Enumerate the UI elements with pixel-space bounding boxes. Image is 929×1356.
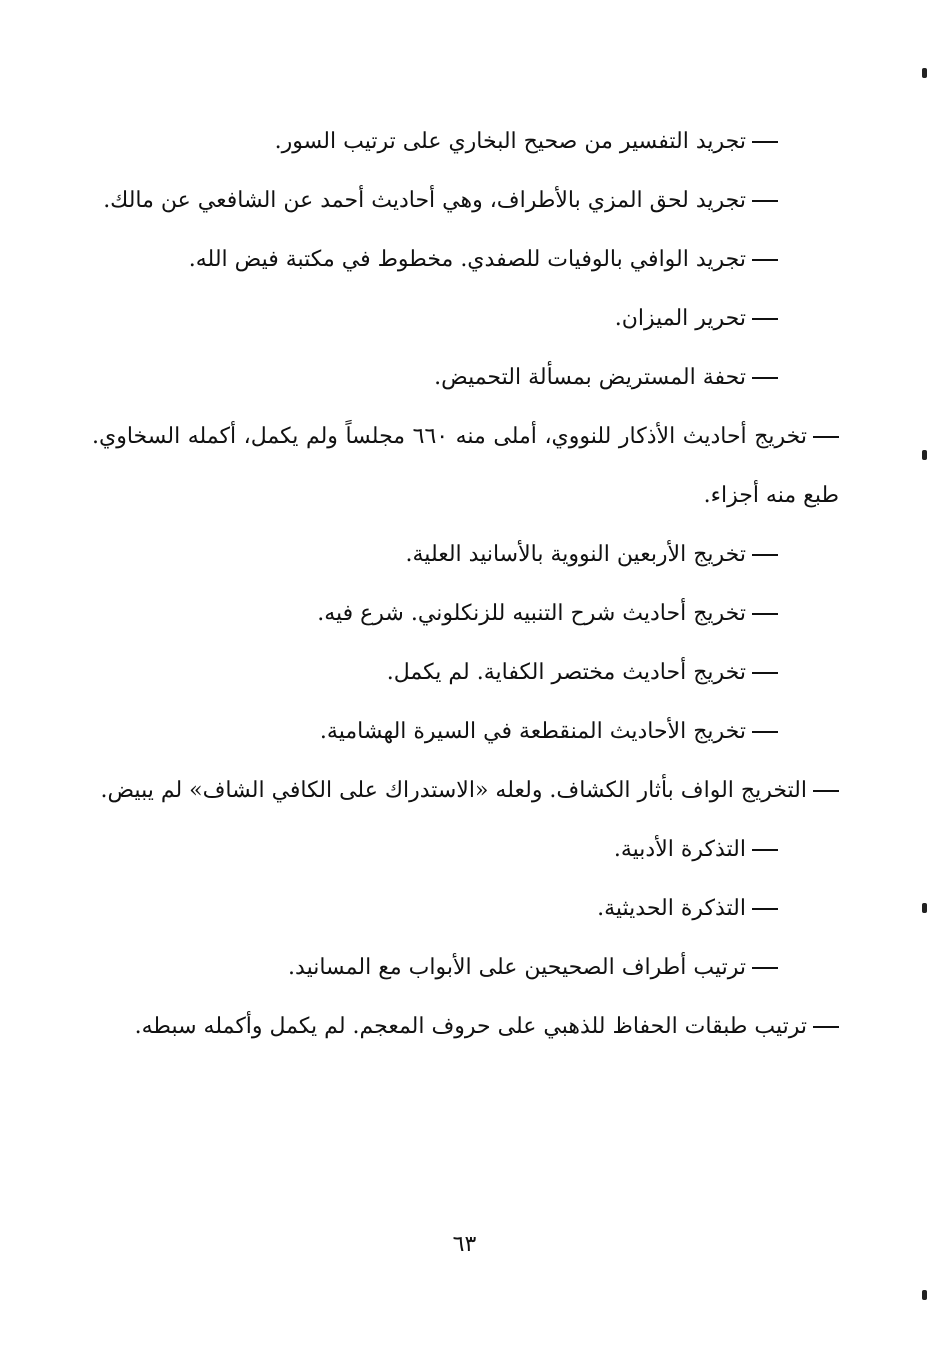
list-item bbox=[0, 879, 929, 938]
entry-text: تخريج أحاديث مختصر الكفاية. لم يكمل. bbox=[386, 660, 746, 685]
entry-text: تحرير الميزان. bbox=[614, 306, 746, 331]
entry-text: تجريد لحق المزي بالأطراف، وهي أحاديث أحمد عن الشافعي عن مالك. bbox=[103, 188, 746, 213]
list-item bbox=[0, 702, 929, 761]
dash-icon bbox=[752, 141, 778, 143]
scan-mark-icon bbox=[922, 450, 927, 460]
list-item bbox=[0, 643, 929, 702]
entry-text: تخريج أحاديث شرح التنبيه للزنكلوني. شرع فيه. bbox=[317, 601, 746, 626]
dash-icon bbox=[752, 554, 778, 556]
scan-mark-icon bbox=[922, 1290, 927, 1300]
list-item bbox=[0, 348, 929, 407]
entry-text: التخريج الواف بأثار الكشاف. ولعله «الاستدراك على الكافي الشاف» لم يبيض. bbox=[100, 778, 807, 803]
entry-text: التذكرة الحديثية. bbox=[597, 896, 746, 921]
list-item bbox=[0, 584, 929, 643]
entry-text: تخريج الأربعين النووية بالأسانيد العلية. bbox=[405, 542, 746, 567]
dash-icon bbox=[752, 200, 778, 202]
entry-list bbox=[0, 112, 929, 1056]
list-item bbox=[0, 761, 929, 820]
dash-icon bbox=[752, 967, 778, 969]
entry-text: تخريج الأحاديث المنقطعة في السيرة الهشامية. bbox=[319, 719, 746, 744]
entry-text: تجريد الوافي بالوفيات للصفدي. مخطوط في مكتبة فيض الله. bbox=[188, 247, 746, 272]
dash-icon bbox=[752, 613, 778, 615]
list-item bbox=[0, 525, 929, 584]
list-item bbox=[0, 938, 929, 997]
dash-icon bbox=[752, 908, 778, 910]
scan-mark-icon bbox=[922, 68, 927, 78]
list-item bbox=[0, 230, 929, 289]
list-item bbox=[0, 289, 929, 348]
entry-text: ترتيب طبقات الحفاظ للذهبي على حروف المعجم. لم يكمل وأكمله سبطه. bbox=[134, 1014, 807, 1039]
dash-icon bbox=[813, 436, 839, 438]
dash-icon bbox=[752, 318, 778, 320]
entry-text: ترتيب أطراف الصحيحين على الأبواب مع المسانيد. bbox=[288, 955, 746, 980]
list-item bbox=[0, 112, 929, 171]
entry-text: تخريج أحاديث الأذكار للنووي، أملى منه ٦٦٠ مجلساً ولم يكمل، أكمله السخاوي. طبع منه أجزاء. bbox=[92, 424, 839, 508]
entry-text: تحفة المستريض بمسألة التحميض. bbox=[434, 365, 746, 390]
scan-mark-icon bbox=[922, 903, 927, 913]
entry-text: تجريد التفسير من صحيح البخاري على ترتيب السور. bbox=[274, 129, 746, 154]
list-item bbox=[0, 997, 929, 1056]
dash-icon bbox=[813, 790, 839, 792]
dash-icon bbox=[752, 672, 778, 674]
page-number: ٦٣ bbox=[452, 1232, 477, 1257]
dash-icon bbox=[752, 259, 778, 261]
list-item bbox=[0, 820, 929, 879]
entry-text: التذكرة الأدبية. bbox=[613, 837, 746, 862]
dash-icon bbox=[752, 849, 778, 851]
dash-icon bbox=[813, 1026, 839, 1028]
list-item bbox=[0, 407, 929, 525]
dash-icon bbox=[752, 731, 778, 733]
list-item bbox=[0, 171, 929, 230]
dash-icon bbox=[752, 377, 778, 379]
